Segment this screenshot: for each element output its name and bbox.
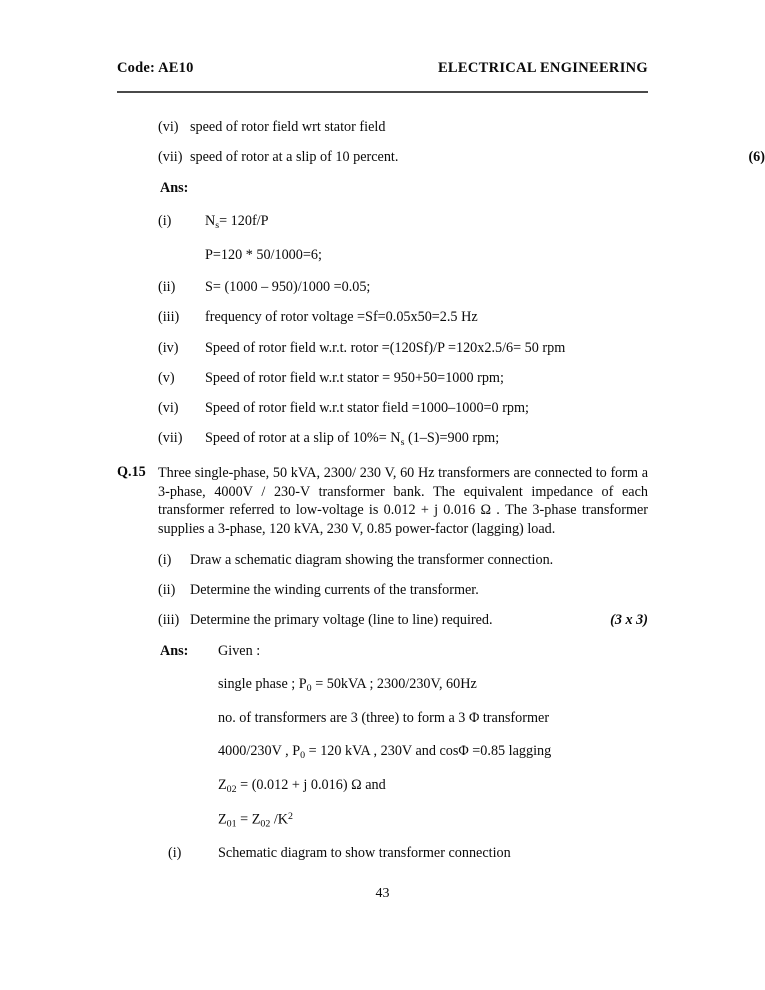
header-code: Code: AE10 bbox=[117, 60, 194, 76]
list-marker: (i) bbox=[168, 845, 182, 861]
list-item bbox=[0, 341, 765, 355]
header-subject: ELECTRICAL ENGINEERING bbox=[437, 60, 648, 76]
previous-question-list bbox=[0, 120, 765, 164]
list-text: speed of rotor field wrt stator field bbox=[190, 119, 386, 135]
marks-tag: (3 x 3) bbox=[610, 612, 648, 629]
list-text: Determine the primary voltage (line to line) required. bbox=[190, 612, 493, 629]
list-text: Speed of rotor at a slip of $10\%= N_s$ (1–S)=900 rpm; bbox=[205, 430, 500, 448]
list-marker: (vi) bbox=[158, 399, 179, 416]
given-line: no. of transformers are 3 (three) to form a 3 Φ transformer bbox=[218, 710, 550, 727]
page-content bbox=[0, 120, 765, 878]
list-marker: (vii) bbox=[158, 149, 183, 166]
list-text: Speed of rotor field w.r.t stator field =1000–1000=0 rpm; bbox=[205, 399, 529, 416]
page-header bbox=[117, 60, 648, 77]
list-item bbox=[0, 613, 765, 627]
list-marker: (ii) bbox=[158, 582, 176, 598]
question-number: Q.15 bbox=[117, 463, 146, 480]
list-marker: (vii) bbox=[158, 430, 183, 447]
list-item bbox=[0, 150, 765, 164]
list-item bbox=[0, 401, 765, 415]
list-marker: (vi) bbox=[158, 119, 179, 135]
list-marker: (iv) bbox=[158, 339, 179, 356]
answer-sub-item-i bbox=[0, 845, 765, 862]
answer-label: Ans: bbox=[160, 643, 189, 660]
list-text: Draw a schematic diagram showing the transformer connection. bbox=[190, 551, 554, 568]
list-marker: (i) bbox=[158, 213, 172, 230]
answer-label: Ans: bbox=[160, 180, 189, 197]
list-item bbox=[0, 553, 765, 567]
list-item bbox=[0, 280, 765, 294]
list-item bbox=[0, 214, 765, 231]
answer-continuation-line: P=120 * 50/1000=6; bbox=[205, 247, 322, 264]
marks-tag: (6) bbox=[748, 149, 765, 166]
list-marker: (iii) bbox=[158, 612, 180, 629]
given-lines bbox=[0, 676, 765, 829]
given-line: $Z_{01} = Z_{02}$ $/K^2$ bbox=[218, 810, 293, 829]
list-item bbox=[0, 583, 765, 597]
given-label: Given : bbox=[218, 643, 261, 660]
question-15 bbox=[0, 464, 765, 539]
list-text: frequency of rotor voltage =Sf=0.05x50=2.5 Hz bbox=[205, 309, 478, 326]
list-text: Determine the winding currents of the transformer. bbox=[190, 582, 479, 598]
list-text: $N_s= 120f/P$ bbox=[205, 213, 269, 232]
list-text: Speed of rotor field w.r.t stator = 950+50=1000 rpm; bbox=[205, 369, 504, 386]
list-item bbox=[0, 310, 765, 324]
question-15-answer-header bbox=[0, 643, 765, 660]
list-marker: (iii) bbox=[158, 309, 180, 326]
list-marker: (v) bbox=[158, 369, 175, 386]
list-item bbox=[0, 431, 765, 448]
header-divider bbox=[117, 91, 648, 93]
answer-list bbox=[0, 214, 765, 447]
list-text: Schematic diagram to show transformer connection bbox=[218, 845, 511, 861]
given-line: $Z_{02} = (0.012 + j$ 0.016) Ω and bbox=[218, 776, 386, 795]
list-marker: (ii) bbox=[158, 279, 176, 296]
list-item bbox=[0, 120, 765, 134]
list-item bbox=[0, 371, 765, 385]
list-text: speed of rotor at a slip of 10 percent. bbox=[190, 149, 399, 166]
list-text: Speed of rotor field w.r.t. rotor =(120Sf)/P =120x2.5/6= 50 rpm bbox=[205, 339, 566, 356]
given-line: 4000/230V , $P_0 = 120$ kVA , 230V and cosΦ =0.85 lagging bbox=[218, 743, 552, 761]
question-15-sub-list bbox=[0, 553, 765, 628]
given-line: single phase ; $P_0 = 50kVA$ ; 2300/230V, 60Hz bbox=[218, 676, 477, 695]
list-text: S= (1000 – 950)/1000 =0.05; bbox=[205, 279, 371, 296]
list-marker: (i) bbox=[158, 551, 172, 568]
page-number: 43 bbox=[375, 886, 390, 901]
question-body: Three single-phase, 50 kVA, 2300/ 230 V, 60 Hz transformers are connected to form a 3-phase, 4000V / 230-V transformer bank. The equivalent impedance of each transformer referred to low-voltage is 0.012 + j 0.016 Ω . The 3-phase transformer supplies a 3-phase, 120 kVA, 230 V, 0.85 power-factor (lagging) load. bbox=[158, 464, 648, 538]
